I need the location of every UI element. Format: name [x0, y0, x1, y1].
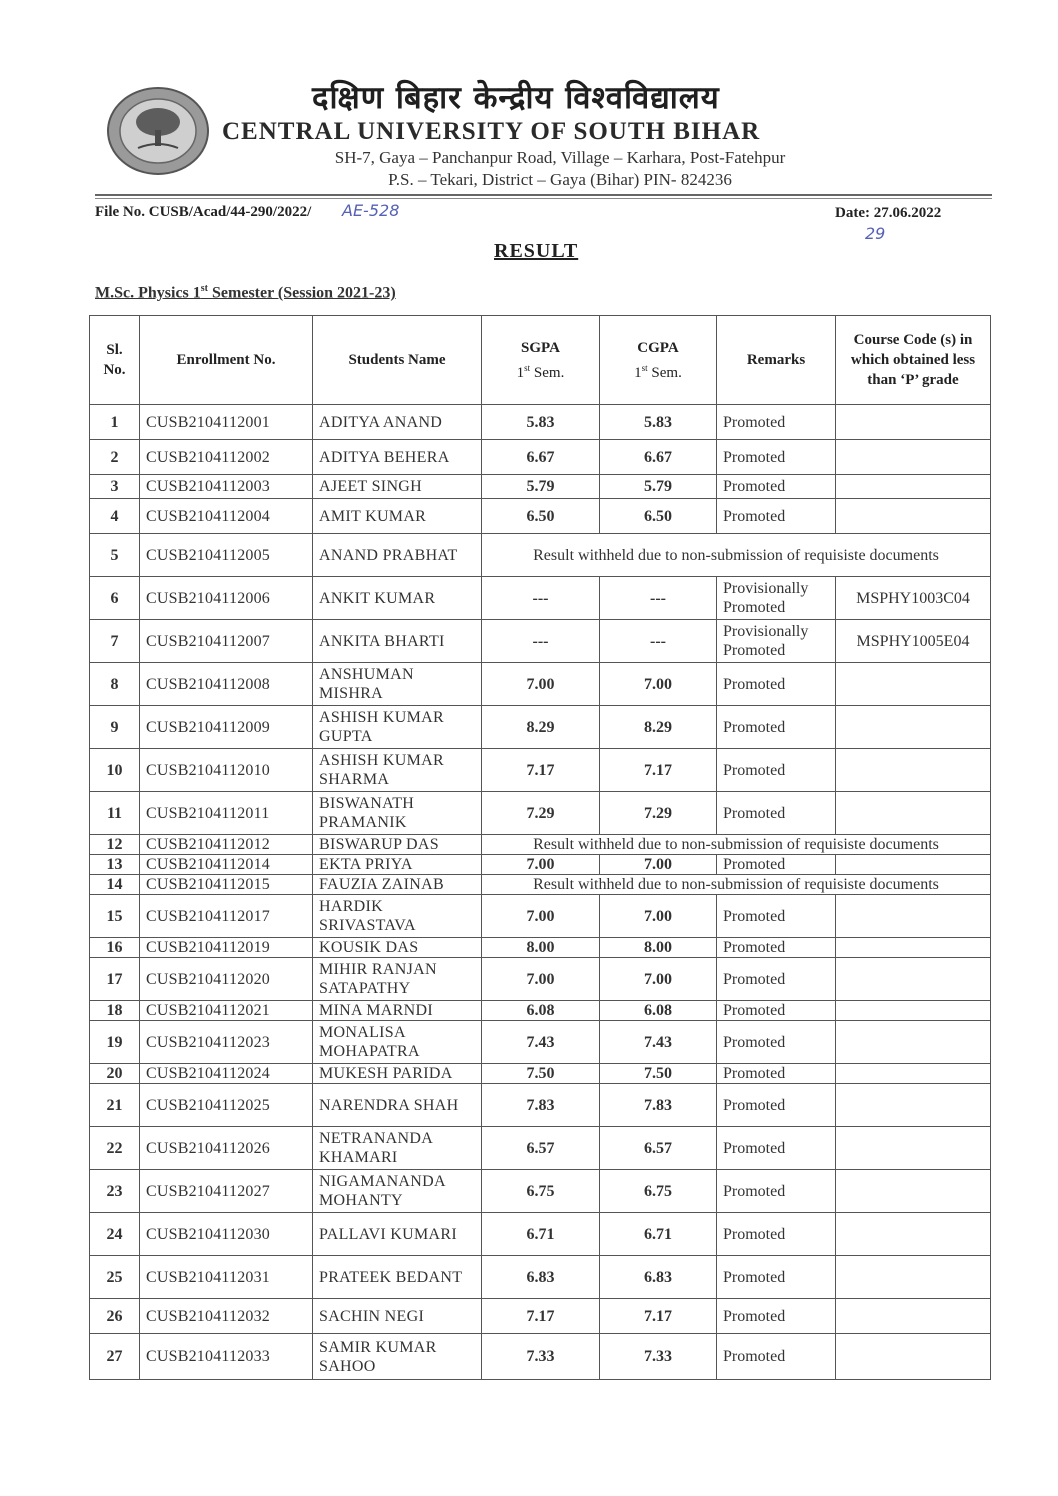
- cgpa-value: 6.67: [600, 440, 717, 475]
- enrollment-number: CUSB2104112032: [140, 1299, 313, 1334]
- enrollment-number: CUSB2104112008: [140, 663, 313, 706]
- serial-number: 10: [90, 749, 140, 792]
- serial-number: 11: [90, 792, 140, 835]
- sgpa-value: 6.08: [482, 1001, 600, 1021]
- course-code-value: [836, 405, 991, 440]
- enrollment-number: CUSB2104112026: [140, 1127, 313, 1170]
- cgpa-value: 7.33: [600, 1334, 717, 1380]
- table-row: [90, 875, 991, 895]
- header-cgpa-sup: st: [641, 362, 648, 373]
- student-name: SACHIN NEGI: [313, 1299, 482, 1334]
- header-cgpa-rest: Sem.: [647, 364, 682, 381]
- course-prefix: M.Sc. Physics 1: [95, 284, 201, 302]
- course-suffix: Semester (Session 2021-23): [208, 284, 396, 302]
- cgpa-value: 7.43: [600, 1021, 717, 1064]
- university-hindi-name: दक्षिण बिहार केन्द्रीय विश्वविद्यालय: [312, 80, 720, 116]
- table-row: [90, 1084, 991, 1127]
- table-row: [90, 577, 991, 620]
- serial-number: 17: [90, 958, 140, 1001]
- cgpa-value: 7.83: [600, 1084, 717, 1127]
- student-name: HARDIK SRIVASTAVA: [313, 895, 482, 938]
- table-row: [90, 663, 991, 706]
- table-row: [90, 749, 991, 792]
- remarks-value: Promoted: [717, 1170, 836, 1213]
- cgpa-value: 7.17: [600, 1299, 717, 1334]
- enrollment-number: CUSB2104112011: [140, 792, 313, 835]
- header-sgpa-rest: Sem.: [530, 364, 565, 381]
- course-code-value: [836, 1084, 991, 1127]
- serial-number: 16: [90, 938, 140, 958]
- table-header-row: [90, 316, 991, 405]
- serial-number: 18: [90, 1001, 140, 1021]
- header-sgpa-line1: SGPA: [521, 339, 560, 356]
- page-title: RESULT: [494, 240, 579, 262]
- sgpa-value: 7.00: [482, 663, 600, 706]
- sgpa-value: 7.83: [482, 1084, 600, 1127]
- course-code-value: [836, 1299, 991, 1334]
- course-code-value: [836, 663, 991, 706]
- serial-number: 2: [90, 440, 140, 475]
- enrollment-number: CUSB2104112001: [140, 405, 313, 440]
- table-row: [90, 792, 991, 835]
- cgpa-value: 7.00: [600, 663, 717, 706]
- file-number: File No. CUSB/Acad/44-290/2022/: [95, 204, 312, 220]
- student-name: NIGAMANANDA MOHANTY: [313, 1170, 482, 1213]
- remarks-value: Provisionally Promoted: [717, 620, 836, 663]
- serial-number: 14: [90, 875, 140, 895]
- cgpa-value: 7.00: [600, 855, 717, 875]
- table-row: [90, 1170, 991, 1213]
- table-row: [90, 1127, 991, 1170]
- student-name: EKTA PRIYA: [313, 855, 482, 875]
- sgpa-value: 7.00: [482, 895, 600, 938]
- cgpa-value: 6.71: [600, 1213, 717, 1256]
- enrollment-number: CUSB2104112003: [140, 475, 313, 499]
- course-code-value: [836, 1256, 991, 1299]
- enrollment-number: CUSB2104112027: [140, 1170, 313, 1213]
- course-code-value: [836, 1170, 991, 1213]
- serial-number: 24: [90, 1213, 140, 1256]
- course-sup: st: [200, 283, 209, 294]
- course-code-value: [836, 1001, 991, 1021]
- withheld-note: Result withheld due to non-submission of requisiste documents: [482, 875, 991, 895]
- table-row: [90, 440, 991, 475]
- remarks-value: Promoted: [717, 958, 836, 1001]
- sgpa-value: 6.50: [482, 499, 600, 534]
- remarks-value: Provisionally Promoted: [717, 577, 836, 620]
- course-code-value: [836, 1064, 991, 1084]
- course-code-value: [836, 855, 991, 875]
- course-code-value: [836, 1021, 991, 1064]
- header-divider: [95, 194, 992, 196]
- table-row: [90, 1064, 991, 1084]
- sgpa-value: 8.29: [482, 706, 600, 749]
- enrollment-number: CUSB2104112007: [140, 620, 313, 663]
- enrollment-number: CUSB2104112014: [140, 855, 313, 875]
- student-name: PALLAVI KUMARI: [313, 1213, 482, 1256]
- remarks-value: Promoted: [717, 475, 836, 499]
- cgpa-value: 7.00: [600, 895, 717, 938]
- table-row: [90, 620, 991, 663]
- enrollment-number: CUSB2104112006: [140, 577, 313, 620]
- student-name: ADITYA ANAND: [313, 405, 482, 440]
- sgpa-value: ---: [482, 577, 600, 620]
- header-sgpa-num: 1: [516, 364, 525, 381]
- serial-number: 6: [90, 577, 140, 620]
- cgpa-value: ---: [600, 577, 717, 620]
- student-name: ANKITA BHARTI: [313, 620, 482, 663]
- serial-number: 7: [90, 620, 140, 663]
- handwritten-reference: AE-528: [342, 201, 400, 220]
- sgpa-value: 6.71: [482, 1213, 600, 1256]
- cgpa-value: 7.17: [600, 749, 717, 792]
- enrollment-number: CUSB2104112012: [140, 835, 313, 855]
- course-code-value: [836, 792, 991, 835]
- remarks-value: Promoted: [717, 1213, 836, 1256]
- university-name: CENTRAL UNIVERSITY OF SOUTH BIHAR: [222, 118, 761, 145]
- remarks-value: Promoted: [717, 440, 836, 475]
- student-name: NETRANANDA KHAMARI: [313, 1127, 482, 1170]
- sgpa-value: 6.83: [482, 1256, 600, 1299]
- course-code-value: [836, 938, 991, 958]
- table-row: [90, 958, 991, 1001]
- enrollment-number: CUSB2104112005: [140, 534, 313, 577]
- remarks-value: Promoted: [717, 938, 836, 958]
- enrollment-number: CUSB2104112024: [140, 1064, 313, 1084]
- remarks-value: Promoted: [717, 405, 836, 440]
- remarks-value: Promoted: [717, 1334, 836, 1380]
- student-name: MONALISA MOHAPATRA: [313, 1021, 482, 1064]
- document-date: Date: 27.06.2022: [835, 205, 942, 221]
- enrollment-number: CUSB2104112020: [140, 958, 313, 1001]
- serial-number: 4: [90, 499, 140, 534]
- enrollment-number: CUSB2104112017: [140, 895, 313, 938]
- student-name: AMIT KUMAR: [313, 499, 482, 534]
- table-row: [90, 1021, 991, 1064]
- table-row: [90, 1001, 991, 1021]
- sgpa-value: 5.79: [482, 475, 600, 499]
- serial-number: 15: [90, 895, 140, 938]
- student-name: AJEET SINGH: [313, 475, 482, 499]
- enrollment-number: CUSB2104112025: [140, 1084, 313, 1127]
- sgpa-value: 8.00: [482, 938, 600, 958]
- cgpa-value: 6.75: [600, 1170, 717, 1213]
- cgpa-value: 8.00: [600, 938, 717, 958]
- course-code-value: [836, 895, 991, 938]
- sgpa-value: 7.00: [482, 855, 600, 875]
- university-seal-icon: [104, 86, 212, 176]
- serial-number: 3: [90, 475, 140, 499]
- remarks-value: Promoted: [717, 1084, 836, 1127]
- cgpa-value: 6.08: [600, 1001, 717, 1021]
- enrollment-number: CUSB2104112023: [140, 1021, 313, 1064]
- serial-number: 25: [90, 1256, 140, 1299]
- table-row: [90, 855, 991, 875]
- student-name: SAMIR KUMAR SAHOO: [313, 1334, 482, 1380]
- remarks-value: Promoted: [717, 1127, 836, 1170]
- withheld-note: Result withheld due to non-submission of requisiste documents: [482, 835, 991, 855]
- remarks-value: Promoted: [717, 706, 836, 749]
- cgpa-value: 8.29: [600, 706, 717, 749]
- serial-number: 27: [90, 1334, 140, 1380]
- serial-number: 26: [90, 1299, 140, 1334]
- header-cgpa-num: 1: [634, 364, 642, 381]
- address-line-2: P.S. – Tekari, District – Gaya (Bihar) PIN- 824236: [388, 170, 732, 189]
- sgpa-value: ---: [482, 620, 600, 663]
- table-row: [90, 475, 991, 499]
- header-sl: Sl. No.: [90, 316, 140, 405]
- student-name: ANSHUMAN MISHRA: [313, 663, 482, 706]
- table-row: [90, 938, 991, 958]
- enrollment-number: CUSB2104112019: [140, 938, 313, 958]
- sgpa-value: 7.00: [482, 958, 600, 1001]
- header-name: Students Name: [313, 316, 482, 405]
- cgpa-value: 5.79: [600, 475, 717, 499]
- cgpa-value: ---: [600, 620, 717, 663]
- remarks-value: Promoted: [717, 855, 836, 875]
- header-cgpa-line1: CGPA: [637, 339, 679, 356]
- cgpa-value: 7.50: [600, 1064, 717, 1084]
- serial-number: 5: [90, 534, 140, 577]
- serial-number: 12: [90, 835, 140, 855]
- remarks-value: Promoted: [717, 749, 836, 792]
- sgpa-value: 6.75: [482, 1170, 600, 1213]
- withheld-note: Result withheld due to non-submission of requisiste documents: [482, 534, 991, 577]
- student-name: BISWARUP DAS: [313, 835, 482, 855]
- cgpa-value: 7.29: [600, 792, 717, 835]
- student-name: ASHISH KUMAR GUPTA: [313, 706, 482, 749]
- enrollment-number: CUSB2104112002: [140, 440, 313, 475]
- course-code-value: [836, 749, 991, 792]
- student-name: MINA MARNDI: [313, 1001, 482, 1021]
- student-name: FAUZIA ZAINAB: [313, 875, 482, 895]
- enrollment-number: CUSB2104112010: [140, 749, 313, 792]
- table-row: [90, 895, 991, 938]
- course-code-value: [836, 1127, 991, 1170]
- result-table-body: [90, 405, 991, 1380]
- remarks-value: Promoted: [717, 1064, 836, 1084]
- header-divider-thin: [95, 198, 992, 199]
- enrollment-number: CUSB2104112015: [140, 875, 313, 895]
- course-code-value: [836, 958, 991, 1001]
- student-name: MUKESH PARIDA: [313, 1064, 482, 1084]
- course-code-value: [836, 706, 991, 749]
- serial-number: 20: [90, 1064, 140, 1084]
- student-name: ASHISH KUMAR SHARMA: [313, 749, 482, 792]
- cgpa-value: 6.50: [600, 499, 717, 534]
- handwritten-number: 29: [865, 224, 886, 243]
- sgpa-value: 7.50: [482, 1064, 600, 1084]
- remarks-value: Promoted: [717, 895, 836, 938]
- table-row: [90, 405, 991, 440]
- remarks-value: Promoted: [717, 1256, 836, 1299]
- course-code-value: MSPHY1003C04: [836, 577, 991, 620]
- course-code-value: [836, 440, 991, 475]
- student-name: KOUSIK DAS: [313, 938, 482, 958]
- student-name: PRATEEK BEDANT: [313, 1256, 482, 1299]
- header-sgpa-sup: st: [524, 362, 531, 373]
- student-name: NARENDRA SHAH: [313, 1084, 482, 1127]
- table-row: [90, 499, 991, 534]
- address-line-1: SH-7, Gaya – Panchanpur Road, Village – Karhara, Post-Fatehpur: [334, 148, 786, 167]
- header-cgpa: [600, 316, 717, 405]
- cgpa-value: 6.57: [600, 1127, 717, 1170]
- enrollment-number: CUSB2104112004: [140, 499, 313, 534]
- cgpa-value: 7.00: [600, 958, 717, 1001]
- student-name: MIHIR RANJAN SATAPATHY: [313, 958, 482, 1001]
- header-course-code: Course Code (s) in which obtained less than ‘P’ grade: [836, 316, 991, 405]
- table-row: [90, 534, 991, 577]
- course-heading: [95, 283, 396, 302]
- enrollment-number: CUSB2104112033: [140, 1334, 313, 1380]
- table-row: [90, 1213, 991, 1256]
- serial-number: 19: [90, 1021, 140, 1064]
- sgpa-value: 6.67: [482, 440, 600, 475]
- result-table: [89, 315, 991, 1380]
- serial-number: 9: [90, 706, 140, 749]
- course-code-value: [836, 1213, 991, 1256]
- cgpa-value: 5.83: [600, 405, 717, 440]
- sgpa-value: 7.33: [482, 1334, 600, 1380]
- course-code-value: [836, 475, 991, 499]
- table-row: [90, 1256, 991, 1299]
- remarks-value: Promoted: [717, 663, 836, 706]
- enrollment-number: CUSB2104112030: [140, 1213, 313, 1256]
- student-name: BISWANATH PRAMANIK: [313, 792, 482, 835]
- course-code-value: [836, 1334, 991, 1380]
- sgpa-value: 7.17: [482, 749, 600, 792]
- student-name: ADITYA BEHERA: [313, 440, 482, 475]
- sgpa-value: 7.17: [482, 1299, 600, 1334]
- sgpa-value: 5.83: [482, 405, 600, 440]
- cgpa-value: 6.83: [600, 1256, 717, 1299]
- course-code-value: [836, 499, 991, 534]
- student-name: ANKIT KUMAR: [313, 577, 482, 620]
- remarks-value: Promoted: [717, 792, 836, 835]
- serial-number: 13: [90, 855, 140, 875]
- enrollment-number: CUSB2104112031: [140, 1256, 313, 1299]
- remarks-value: Promoted: [717, 1021, 836, 1064]
- serial-number: 22: [90, 1127, 140, 1170]
- table-row: [90, 1334, 991, 1380]
- serial-number: 21: [90, 1084, 140, 1127]
- sgpa-value: 7.29: [482, 792, 600, 835]
- enrollment-number: CUSB2104112009: [140, 706, 313, 749]
- course-code-value: MSPHY1005E04: [836, 620, 991, 663]
- remarks-value: Promoted: [717, 1299, 836, 1334]
- header-enrollment: Enrollment No.: [140, 316, 313, 405]
- remarks-value: Promoted: [717, 1001, 836, 1021]
- table-row: [90, 1299, 991, 1334]
- table-row: [90, 706, 991, 749]
- header-remarks: Remarks: [717, 316, 836, 405]
- serial-number: 1: [90, 405, 140, 440]
- sgpa-value: 7.43: [482, 1021, 600, 1064]
- table-row: [90, 835, 991, 855]
- sgpa-value: 6.57: [482, 1127, 600, 1170]
- enrollment-number: CUSB2104112021: [140, 1001, 313, 1021]
- serial-number: 23: [90, 1170, 140, 1213]
- header-sgpa: [482, 316, 600, 405]
- remarks-value: Promoted: [717, 499, 836, 534]
- student-name: ANAND PRABHAT: [313, 534, 482, 577]
- serial-number: 8: [90, 663, 140, 706]
